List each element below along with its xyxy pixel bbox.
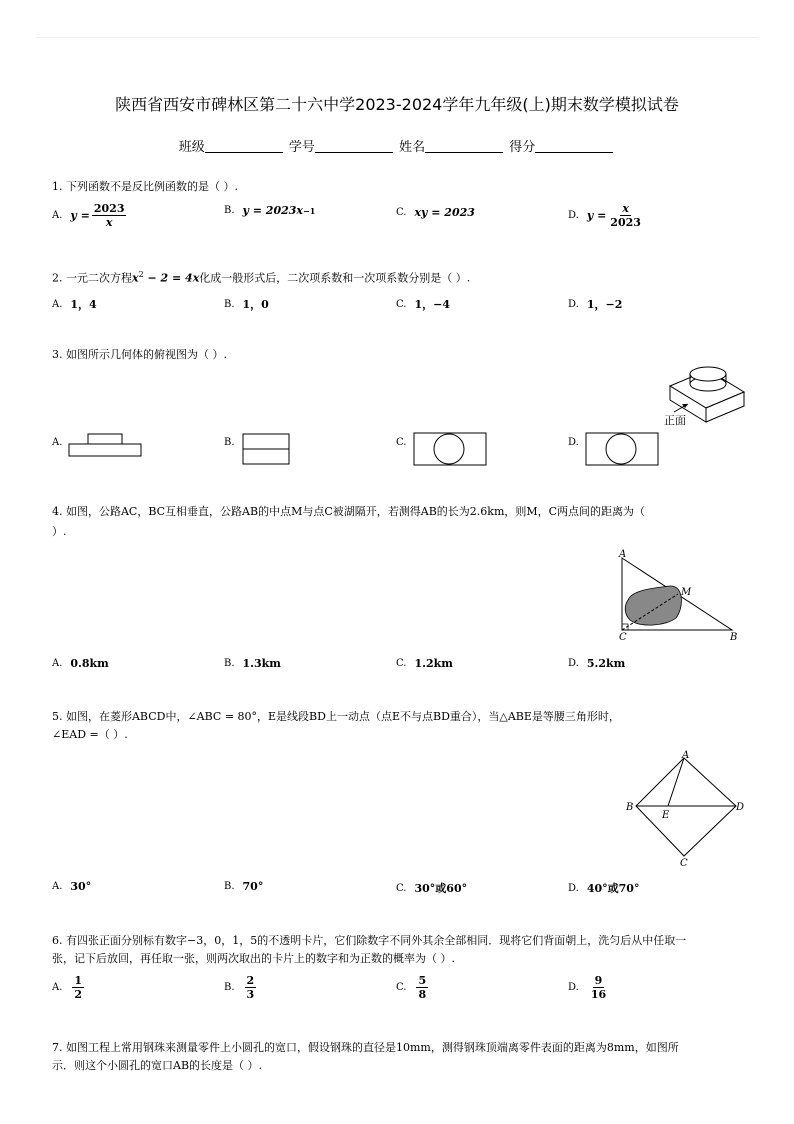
q3-c-label: C. xyxy=(396,437,407,448)
number-label: 学号 xyxy=(288,140,315,155)
q5-fig-c: C xyxy=(680,858,688,869)
q2-stem-math: x xyxy=(132,271,139,285)
q5-b-label: B. xyxy=(224,881,235,892)
q1-b-label: B. xyxy=(224,205,235,216)
q6-a-den: 2 xyxy=(74,988,83,1001)
q3-option-d-figure xyxy=(585,432,659,466)
q5-option-a[interactable] xyxy=(52,880,91,893)
q1-a-label: A. xyxy=(52,210,63,221)
q2-option-d[interactable] xyxy=(568,296,622,312)
q6-stem-line2: 张，记下后放回，再任取一张，则两次取出的卡片上的数字和为正数的概率为（ ）. xyxy=(52,952,455,965)
q1-c-text: xy = 2023 xyxy=(414,206,475,219)
q6-c-fraction xyxy=(416,974,428,1001)
number-blank[interactable] xyxy=(315,140,393,153)
q5-d-text: 40°或70° xyxy=(586,882,640,895)
q1-option-b[interactable] xyxy=(224,204,315,217)
q2-stem-math2: − 2 = 4x xyxy=(143,271,200,285)
q6-b-num: 2 xyxy=(246,974,255,987)
q6-a-fraction xyxy=(72,974,84,1001)
name-blank[interactable] xyxy=(425,140,503,153)
q4-option-c[interactable] xyxy=(396,657,453,670)
q2-stem-a: 2. 一元二次方程 xyxy=(52,271,132,285)
class-blank[interactable] xyxy=(205,140,283,153)
q5-fig-e: E xyxy=(662,810,670,821)
q7-stem-line1: 7. 如图工程上常用钢珠来测量零件上小圆孔的宽口，假设钢珠的直径是10mm，测得钢珠顶端离零件表面的距离为8mm，如图所 xyxy=(52,1041,679,1054)
q3-d-label: D. xyxy=(568,437,579,448)
q3-option-c[interactable] xyxy=(396,437,414,448)
q4-option-b[interactable] xyxy=(224,657,281,670)
q6-b-fraction xyxy=(245,974,257,1001)
q4-a-label: A. xyxy=(52,658,63,669)
student-info-line xyxy=(0,136,794,155)
q1-d-den: 2023 xyxy=(610,216,641,229)
q5-option-d[interactable] xyxy=(568,880,639,896)
q4-option-d[interactable] xyxy=(568,657,625,670)
q3-stem: 3. 如图所示几何体的俯视图为（ ）. xyxy=(52,348,227,361)
q6-d-den: 16 xyxy=(590,988,607,1001)
score-blank[interactable] xyxy=(535,140,613,153)
q1-a-lhs: y = xyxy=(70,209,90,222)
q4-c-text: 1.2km xyxy=(414,657,453,670)
q5-rhombus-figure xyxy=(624,750,748,870)
q6-c-num: 5 xyxy=(418,974,427,987)
q6-option-a[interactable] xyxy=(52,974,86,1001)
q4-stem-line1: 4. 如图，公路AC，BC互相垂直，公路AB的中点M与点C被湖隔开，若测得AB的长为2.6km，则M，C两点间的距离为（ xyxy=(52,505,646,518)
q2-c-text: 1，−4 xyxy=(414,298,451,311)
q4-b-text: 1.3km xyxy=(242,657,281,670)
header-divider xyxy=(36,37,758,38)
q1-b-text: y = 2023x xyxy=(242,204,303,217)
q7-stem-line2: 示．则这个小圆孔的宽口AB的长度是（ ）. xyxy=(52,1059,263,1072)
q1-d-lhs: y = xyxy=(586,209,607,222)
q2-d-label: D. xyxy=(568,298,579,310)
q1-option-d[interactable] xyxy=(568,202,645,229)
q1-d-label: D. xyxy=(568,210,579,221)
q6-b-den: 3 xyxy=(246,988,255,1001)
q6-d-num: 9 xyxy=(594,974,603,987)
q6-option-d[interactable] xyxy=(568,974,610,1001)
q2-option-b[interactable] xyxy=(224,296,269,312)
q5-a-label: A. xyxy=(52,881,63,892)
q5-option-c[interactable] xyxy=(396,880,467,896)
q6-option-c[interactable] xyxy=(396,974,430,1001)
q4-stem-line2: ）. xyxy=(52,525,67,538)
q5-b-text: 70° xyxy=(242,880,264,893)
q2-option-c[interactable] xyxy=(396,296,450,312)
q2-stem-b: 化成一般形式后，二次项系数和一次项系数分别是（ ）. xyxy=(199,271,471,285)
q4-option-a[interactable] xyxy=(52,657,109,670)
q4-fig-b: B xyxy=(730,632,738,643)
q6-b-label: B. xyxy=(224,982,235,993)
q6-c-den: 8 xyxy=(418,988,427,1001)
q1-d-num: x xyxy=(622,202,629,215)
q3-option-a-figure xyxy=(68,432,142,458)
q4-fig-m: M xyxy=(681,587,692,598)
q5-c-text: 30°或60° xyxy=(414,882,468,895)
q3-b-label: B. xyxy=(224,437,235,448)
class-label: 班级 xyxy=(178,140,205,155)
q4-d-text: 5.2km xyxy=(586,657,626,670)
q1-a-num: 2023 xyxy=(93,202,125,215)
q6-d-label: D. xyxy=(568,982,579,993)
q3-front-caption: 正面 xyxy=(664,414,686,427)
page-title: 陕西省西安市碑林区第二十六中学2023-2024学年九年级(上)期末数学模拟试卷 xyxy=(115,95,679,114)
q6-a-label: A. xyxy=(52,982,63,993)
q6-d-fraction xyxy=(589,974,608,1001)
q5-fig-d: D xyxy=(736,802,745,813)
q5-option-b[interactable] xyxy=(224,880,263,893)
q4-fig-c: C xyxy=(619,632,627,643)
q5-stem-line2: ∠EAD =（ ）. xyxy=(52,728,128,741)
q2-a-text: 1，4 xyxy=(70,298,97,311)
q2-b-text: 1，0 xyxy=(242,298,269,311)
q5-a-text: 30° xyxy=(70,880,92,893)
q5-fig-b: B xyxy=(626,802,634,813)
q2-d-text: 1，−2 xyxy=(586,298,623,311)
q6-a-num: 1 xyxy=(74,974,83,987)
q1-a-den: x xyxy=(105,216,113,229)
q6-stem-line1: 6. 有四张正面分别标有数字−3，0，1，5的不透明卡片，它们除数字不同外其余全部相同．现将它们背面朝上，洗匀后从中任取一 xyxy=(52,934,687,947)
q3-option-c-figure xyxy=(413,432,487,466)
q4-triangle-figure xyxy=(614,548,744,644)
q3-option-b[interactable] xyxy=(224,437,243,448)
q4-b-label: B. xyxy=(224,658,235,669)
q6-option-b[interactable] xyxy=(224,974,258,1001)
q5-d-label: D. xyxy=(568,882,579,894)
q4-a-text: 0.8km xyxy=(70,657,109,670)
q4-c-label: C. xyxy=(396,658,407,669)
q2-stem-sup: 2 xyxy=(138,270,144,279)
q1-stem: 1. 下列函数不是反比例函数的是（ ）. xyxy=(52,180,238,193)
q5-stem-line1: 5. 如图，在菱形ABCD中，∠ABC = 80°，E是线段BD上一动点（点E不与点BD重合），当△ABE是等腰三角形时， xyxy=(52,710,620,723)
q3-a-label: A. xyxy=(52,437,63,448)
q1-a-fraction xyxy=(92,202,127,229)
q2-a-label: A. xyxy=(52,298,63,310)
q3-option-b-figure xyxy=(242,433,290,465)
q1-d-fraction xyxy=(608,202,643,229)
q2-option-a[interactable] xyxy=(52,296,97,312)
score-label: 得分 xyxy=(509,140,536,155)
q5-fig-a: A xyxy=(682,750,690,761)
q4-d-label: D. xyxy=(568,658,579,669)
q2-c-label: C. xyxy=(396,298,407,310)
q5-c-label: C. xyxy=(396,882,407,894)
q6-c-label: C. xyxy=(396,982,407,993)
q1-option-a[interactable] xyxy=(52,202,128,229)
name-label: 姓名 xyxy=(399,140,426,155)
q1-c-label: C. xyxy=(396,207,407,218)
q4-fig-a: A xyxy=(619,549,627,560)
q1-option-c[interactable] xyxy=(396,206,475,219)
q1-b-sup: −1 xyxy=(302,205,316,216)
q2-b-label: B. xyxy=(224,298,235,310)
q2-stem xyxy=(52,264,470,290)
